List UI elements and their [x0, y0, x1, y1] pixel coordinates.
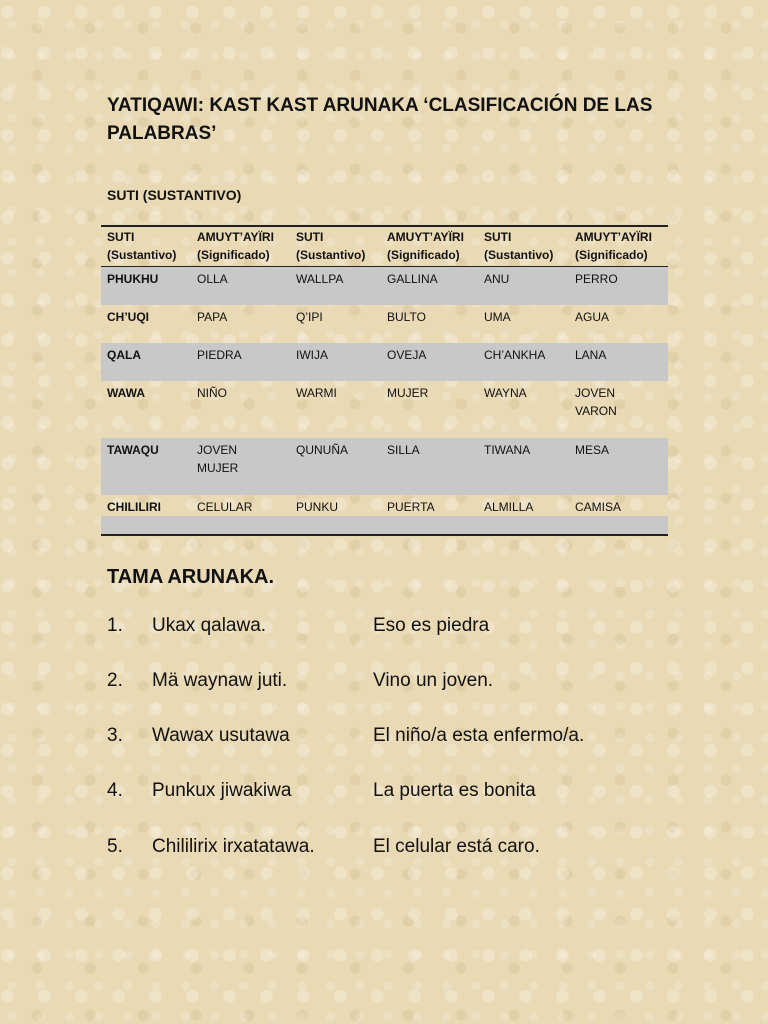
table-row — [101, 381, 668, 438]
header-suti-2: SUTI (Sustantivo) — [296, 230, 366, 262]
table-cell: OVEJA — [387, 347, 427, 362]
sentence-item — [107, 611, 667, 641]
table-cell: AGUA — [575, 309, 610, 324]
table-cell: GALLINA — [387, 272, 438, 286]
section-heading: TAMA ARUNAKA. — [107, 566, 275, 588]
table-cell: UMA — [484, 309, 511, 324]
table-cell: WARMI — [296, 385, 337, 400]
table-row — [101, 305, 668, 343]
sentence-item — [107, 721, 667, 751]
table-cell: PERRO — [575, 272, 618, 286]
table-empty-cell — [101, 516, 668, 535]
table-cell: PUNKU — [296, 499, 339, 514]
table-cell: NIÑO — [197, 385, 227, 400]
table-cell: WALLPA — [296, 272, 344, 286]
table-row — [101, 495, 668, 516]
table-row — [101, 343, 668, 381]
table-row — [101, 438, 668, 495]
sentence-item — [107, 832, 667, 862]
header-suti-1: SUTI (Sustantivo) — [107, 230, 177, 262]
sentence-spanish: El celular está caro. — [373, 836, 540, 857]
table-cell: TAWAQU — [107, 442, 159, 457]
table-cell: PHUKHU — [107, 272, 159, 286]
sentence-spanish: Eso es piedra — [373, 615, 490, 636]
table-cell: MESA — [575, 442, 610, 457]
table-header-row — [101, 226, 668, 267]
header-amuytayiri-2: AMUYT’AYÏRI (Significado) — [387, 230, 464, 262]
sentence-aymara: Ukax qalawa. — [152, 615, 267, 636]
table-empty-row — [101, 516, 668, 535]
table-cell: Q’IPI — [296, 309, 323, 324]
sentence-number: 5. — [107, 836, 123, 857]
sentence-number: 3. — [107, 725, 123, 746]
table-cell: CH’ANKHA — [484, 347, 546, 362]
table-cell: TIWANA — [484, 442, 531, 457]
sentence-item — [107, 666, 667, 696]
table-cell: WAYNA — [484, 385, 527, 400]
sentence-aymara: Mä waynaw juti. — [152, 670, 288, 691]
sentence-aymara: Wawax usutawa — [152, 725, 290, 746]
sentence-spanish: El niño/a esta enfermo/a. — [373, 725, 585, 746]
header-suti-3: SUTI (Sustantivo) — [484, 230, 554, 262]
table-cell: MUJER — [387, 385, 429, 400]
table-cell: CAMISA — [575, 499, 622, 514]
table-cell: ALMILLA — [484, 499, 534, 514]
sentence-aymara: Punkux jiwakiwa — [152, 780, 292, 801]
sentence-spanish: Vino un joven. — [373, 670, 494, 691]
table-cell: CH’UQI — [107, 309, 149, 324]
header-amuytayiri-3: AMUYT’AYÏRI (Significado) — [575, 230, 652, 262]
table-cell: BULTO — [387, 309, 426, 324]
table-cell: PIEDRA — [197, 347, 242, 362]
table-cell: LANA — [575, 347, 607, 362]
sentence-number: 1. — [107, 615, 123, 636]
sentence-aymara: Chililirix irxatatawa. — [152, 836, 315, 857]
table-cell: WAWA — [107, 385, 145, 400]
table-cell: PAPA — [197, 309, 228, 324]
sentence-spanish: La puerta es bonita — [373, 780, 536, 801]
table-cell: SILLA — [387, 442, 420, 457]
sentence-number: 2. — [107, 670, 123, 691]
table-subtitle: SUTI (SUSTANTIVO) — [107, 187, 242, 203]
table-cell: IWIJA — [296, 347, 328, 362]
header-amuytayiri-1: AMUYT’AYÏRI (Significado) — [197, 230, 274, 262]
table-row — [101, 267, 668, 305]
table-cell: JOVEN MUJER — [197, 442, 239, 475]
table-cell: JOVEN VARON — [575, 385, 617, 418]
sentence-number: 4. — [107, 780, 123, 801]
document-title: YATIQAWI: KAST KAST ARUNAKA ‘CLASIFICACIÓN DE LAS PALABRAS’ — [107, 95, 653, 144]
table-cell: CELULAR — [197, 499, 253, 514]
table-cell: OLLA — [197, 272, 228, 286]
sentence-item — [107, 776, 667, 806]
table-cell: ANU — [484, 272, 510, 286]
table-cell: CHILILIRI — [107, 499, 161, 514]
table-cell: PUERTA — [387, 499, 435, 514]
table-cell: QALA — [107, 347, 141, 362]
vocabulary-table — [101, 225, 668, 536]
table-cell: QUNUÑA — [296, 442, 349, 457]
